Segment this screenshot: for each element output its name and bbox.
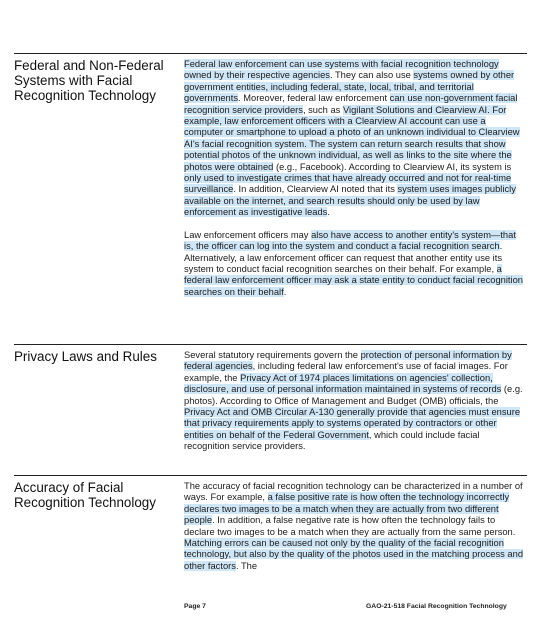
highlighted-text: a federal law enforcement officer may ask a state entity to conduct facial recognition searches on their behalf: [184, 263, 523, 297]
highlighted-text: Privacy Act of 1974 places limitations on agencies' collection, disclosure, and use of personal information maintained in systems of records: [184, 372, 502, 395]
body-text: . The: [235, 560, 258, 571]
body-text: .: [327, 207, 330, 218]
section-heading: Federal and Non-Federal Systems with Facial Recognition Technology: [14, 58, 164, 103]
section-heading: Privacy Laws and Rules: [14, 349, 157, 364]
body-text: . Moreover, federal law enforcement: [238, 93, 390, 104]
paragraph: [184, 350, 524, 453]
highlighted-text: . For example, law enforcement officers with a Clearview AI account can use a computer or smartphone to upload a photo of an unknown individual to Clearview AI's facial recognition system. The system can return search results that show potential photos of the unknown individual, as well as links to the site where the photos were obtained: [184, 104, 520, 172]
section-body: [184, 350, 524, 453]
highlighted-text: Vigilant Solutions and Clearview AI: [342, 104, 488, 115]
highlighted-text: protection of personal information by federal agencies: [184, 350, 512, 372]
highlighted-text: systems owned by other government entities, including federal, state, local, tribal, and territorial governments: [184, 70, 515, 104]
body-text: .: [283, 286, 287, 297]
highlighted-text: also have access to another entity's system—that is, the officer can log into the system and conduct a facial recognition search: [184, 229, 516, 252]
body-text: , such as: [302, 104, 343, 115]
body-text: , which could include facial recognition service providers.: [184, 429, 480, 452]
highlighted-text: Matching errors can be caused not only by the quality of the facial recognition technology, but also by the quality of the photos used in the matching process and other factors: [184, 538, 524, 571]
body-text: , including federal law enforcement's use of facial images. For example, the: [184, 361, 508, 383]
section-privacy-laws: [14, 344, 527, 475]
body-text: . Alternatively, a law enforcement officer can request that another entity use its system to conduct facial recognition searches on their behalf. For example,: [184, 241, 503, 274]
highlighted-text: Federal law enforcement can use systems with facial recognition technology owned by their respective agencies: [184, 59, 499, 81]
body-text: The accuracy of facial recognition technology can be characterized in a number of ways. For example,: [184, 481, 523, 503]
body-text: . In addition, a false negative rate is how often the technology fails to declare two images to be a match when they are actually from the same person.: [184, 515, 516, 537]
footer-page-number: Page 7: [184, 603, 206, 610]
footer-report-title: GAO-21-518 Facial Recognition Technology: [366, 603, 507, 610]
section-accuracy: [14, 475, 527, 586]
highlighted-text: Privacy Act and OMB Circular A-130 generally provide that agencies must ensure that privacy requirements apply to systems operated by contractors or other entities on behalf of the Federal Government: [184, 407, 521, 440]
highlighted-text: a false positive rate is how often the technology incorrectly declares two images to be a match when they are actually from two different people: [184, 492, 510, 526]
highlighted-text: system uses images publicly available on the internet, and search results should only be used by law enforcement as investigative leads: [184, 184, 516, 218]
section-heading: Accuracy of Facial Recognition Technology: [14, 480, 156, 510]
body-text: . In addition, Clearview AI noted that its: [233, 184, 398, 195]
body-text: Law enforcement officers may: [184, 229, 312, 240]
highlighted-text: only used to investigate crimes that have already occurred and not for real-time surveillance: [184, 173, 512, 195]
section-body: [184, 481, 524, 572]
paragraph: [184, 230, 524, 298]
body-text: (e.g., Facebook). According to Clearview AI, its system is: [273, 161, 512, 172]
body-text: Several statutory requirements govern the: [184, 350, 361, 360]
paragraph: [184, 481, 524, 572]
section-federal-systems: [14, 53, 527, 344]
highlighted-text: can use non-government facial recognition service providers: [184, 93, 518, 115]
body-text: . They can also use: [329, 70, 414, 81]
paragraph: [184, 59, 524, 219]
body-text: (e.g. photos). According to Office of Management and Budget (OMB) officials, the: [184, 384, 523, 406]
section-body: [184, 59, 524, 298]
